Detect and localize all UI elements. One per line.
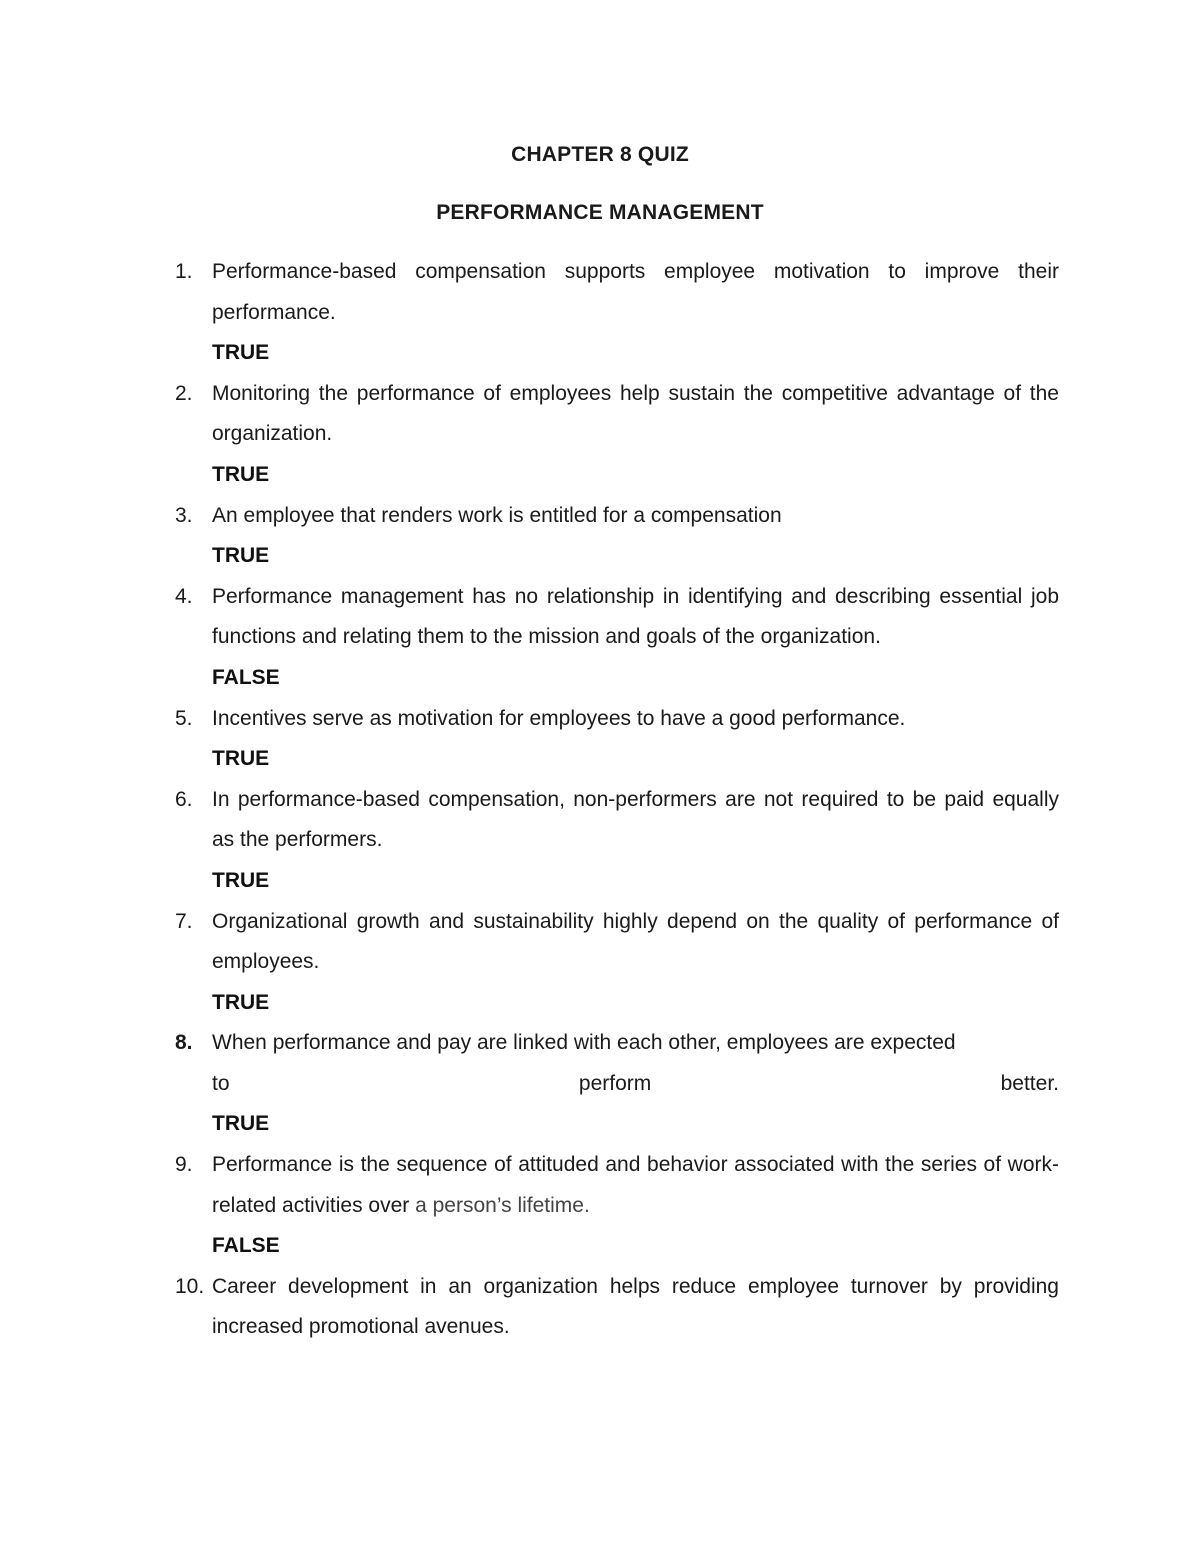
answer-label: TRUE: [212, 341, 270, 365]
question-statement: Career development in an organization helps reduce employee turnover by providing increased promotional avenues.: [212, 1274, 1059, 1339]
question-number: 1.: [175, 260, 193, 283]
question-statement: Performance-based compensation supports employee motivation to improve their performance.: [212, 260, 1059, 324]
answer-label: TRUE: [212, 747, 270, 771]
quiz-item-9: [175, 1145, 1059, 1267]
question-statement-line-2: to perform better.: [212, 1071, 1059, 1095]
question-number: 10.: [175, 1274, 205, 1298]
quiz-item-8: [175, 1023, 1059, 1145]
question-statement: Performance management has no relationship in identifying and describing essential job functions and relating them to the mission and goals of the organization.: [212, 584, 1059, 649]
answer-label: TRUE: [212, 462, 270, 486]
question-number: 2.: [175, 381, 193, 405]
answer-label: TRUE: [212, 868, 270, 892]
question-statement: In performance-based compensation, non-performers are not required to be paid equally as the performers.: [212, 787, 1059, 852]
question-statement-main: Performance is the sequence of attituded and behavior associated with the series of work-related activities over: [212, 1153, 1059, 1217]
quiz-item-6: [175, 780, 1059, 902]
answer-label: TRUE: [212, 990, 270, 1014]
quiz-item-1: [175, 252, 1059, 374]
answer-label: FALSE: [212, 1234, 280, 1258]
question-number: 3.: [175, 503, 193, 527]
subject-title: PERFORMANCE MANAGEMENT: [436, 201, 764, 224]
question-statement: Organizational growth and sustainability highly depend on the quality of performance of employees.: [212, 909, 1059, 974]
question-number: 5.: [175, 706, 193, 730]
answer-label: TRUE: [212, 544, 270, 568]
question-number: 4.: [175, 584, 193, 608]
question-statement: [212, 1145, 1059, 1226]
quiz-item-4: [175, 577, 1059, 699]
question-statement: An employee that renders work is entitled for a compensation: [212, 503, 782, 527]
quiz-list: [175, 252, 1059, 1348]
question-number: 8.: [175, 1031, 193, 1055]
answer-label: TRUE: [212, 1112, 270, 1136]
question-number: 9.: [175, 1153, 193, 1177]
quiz-item-10: [175, 1267, 1059, 1348]
question-number: 7.: [175, 909, 193, 933]
chapter-title: CHAPTER 8 QUIZ: [511, 143, 689, 166]
question-statement: Monitoring the performance of employees help sustain the competitive advantage of the organization.: [212, 381, 1059, 446]
quiz-item-3: [175, 496, 1059, 577]
quiz-item-7: [175, 902, 1059, 1024]
quiz-item-5: [175, 699, 1059, 780]
question-statement-line-1: When performance and pay are linked with each other, employees are expected: [212, 1031, 956, 1055]
answer-label: FALSE: [212, 665, 280, 689]
quiz-item-2: [175, 374, 1059, 496]
question-number: 6.: [175, 787, 193, 811]
question-statement-tail: a person’s lifetime.: [415, 1193, 590, 1217]
question-statement: Incentives serve as motivation for employees to have a good performance.: [212, 706, 906, 730]
